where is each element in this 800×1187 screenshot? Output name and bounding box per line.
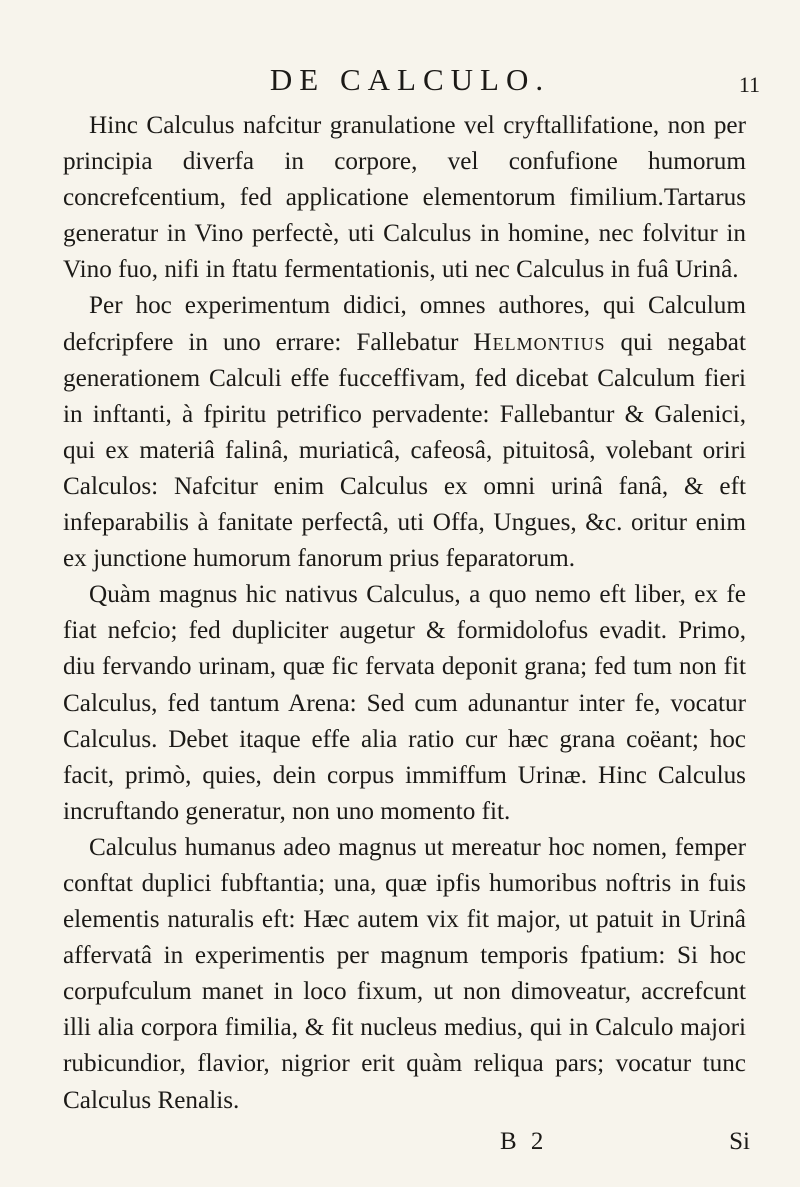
paragraph-2 [63,288,746,577]
paragraph-3 [63,577,746,830]
paragraph-2-text-after: qui negabat generationem Calculi effe fucceffivam, fed dicebat Calculum fieri in inftanti, à fpiritu petrifico pervadente: Fallebantur & Galenici, qui ex materiâ falinâ, muriaticâ, cafeosâ, pituitosâ, volebant oriri Calculos: Nafcitur enim Calculus ex omni urinâ fanâ, & eft infeparabilis à fanitate perfectâ, uti Offa, Ungues, &c. oritur enim ex junctione humorum fanorum prius feparatorum. [63,328,746,573]
paragraph-1-text: Hinc Calculus nafcitur granulatione vel cryftallifatione, non per principia diverfa in corpore, vel confufione humorum concrefcentium, fed applicatione elementorum fimilium.Tartarus generatur in Vino perfectè, uti Calculus in homine, nec folvitur in Vino fuo, nifi in ftatu fermentationis, uti nec Calculus in fuâ Urinâ. [63,112,746,284]
signature-mark: B 2 [500,1128,548,1155]
paragraph-4-text: Calculus humanus adeo magnus ut mereatur hoc nomen, femper conftat duplici fubftantia; una, quæ ipfis humoribus noftris in fuis elementis naturalis eft: Hæc autem vix fit major, ut patuit in Urinâ affervatâ in experimentis per magnum temporis fpatium: Si hoc corpufculum manet in loco fixum, ut non dimoveatur, accrefcunt illi alia corpora fimilia, & fit nucleus medius, qui in Calculo majori rubicundior, flavior, nigrior erit quàm reliqua pars; vocatur tunc Calculus Renalis. [63,833,746,1114]
running-head [60,62,760,102]
author-name-helmontius: Helmontius [473,328,606,356]
catchword: Si [729,1128,750,1155]
page-footer [60,1128,750,1164]
paragraph-4 [63,830,746,1119]
running-title: DE CALCULO. [269,62,551,97]
page-number: 11 [738,72,760,97]
body-text [63,108,746,1119]
paragraph-2-text-before: Per hoc experimentum didici, omnes authores, qui Calculum defcripfere in uno errare: Fallebatur [63,292,746,356]
paragraph-1 [63,108,746,288]
paragraph-3-text: Quàm magnus hic nativus Calculus, a quo nemo eft liber, ex fe fiat nefcio; fed dupliciter augetur & formidolofus evadit. Primo, diu fervando urinam, quæ fic fervata deponit grana; fed tum non fit Calculus, fed tantum Arena: Sed cum adunantur inter fe, vocatur Calculus. Debet itaque effe alia ratio cur hæc grana coëant; hoc facit, primò, quies, dein corpus immiffum Urinæ. Hinc Calculus incruftando generatur, non uno momento fit. [63,581,746,825]
